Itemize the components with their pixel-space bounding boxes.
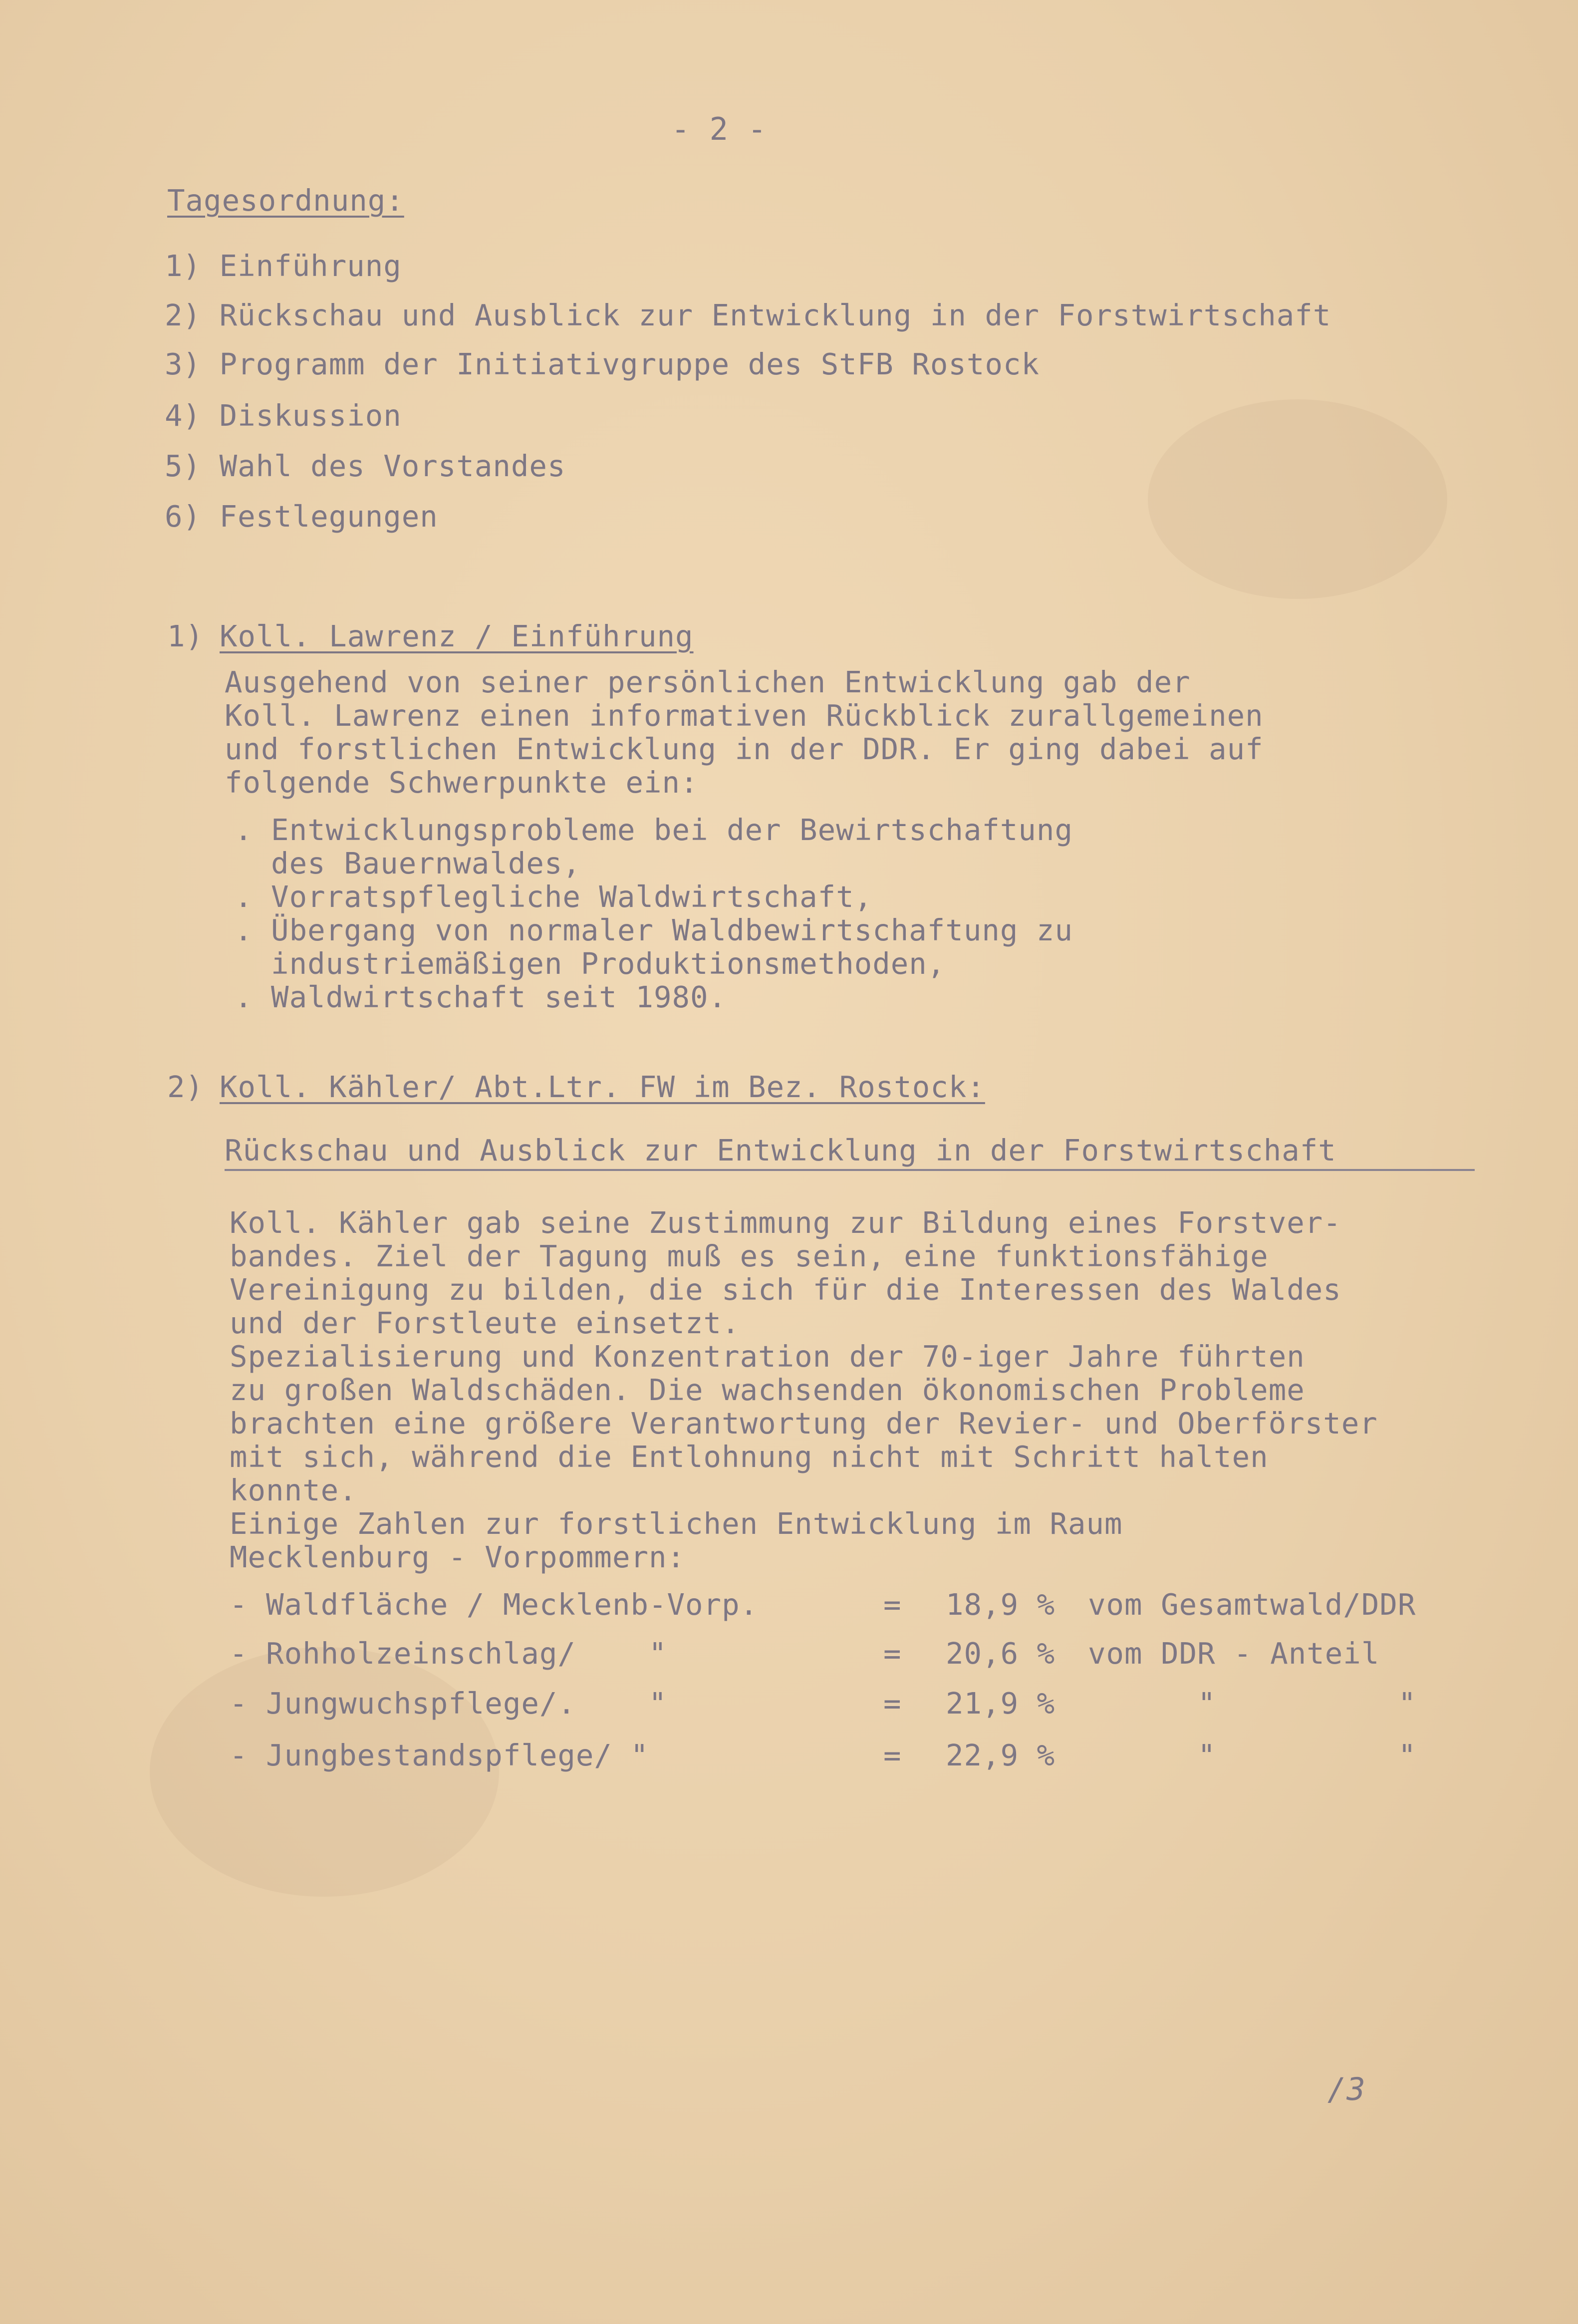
stats-ditto: " " [1198, 1738, 1417, 1772]
agenda-title: Tagesordnung: [167, 183, 404, 218]
stats-reference: vom DDR - Anteil [1088, 1636, 1380, 1671]
paragraph-line: Vereinigung zu bilden, die sich für die Interessen des Waldes [230, 1272, 1341, 1307]
paragraph-line: Ausgehend von seiner persönlichen Entwicklung gab der [225, 665, 1191, 699]
continuation-marker: /3 [1327, 2071, 1366, 2107]
bullet-line: industriemäßigen Produktionsmethoden, [235, 946, 946, 981]
section-heading: Koll. Kähler/ Abt.Ltr. FW im Bez. Rostock: [220, 1070, 985, 1104]
stats-label: - Jungwuchspflege/. " [230, 1686, 667, 1721]
stats-reference: vom Gesamtwald/DDR [1088, 1587, 1416, 1622]
paragraph-line: Mecklenburg - Vorpommern: [230, 1540, 686, 1574]
stats-value: 18,9 % [946, 1587, 1055, 1622]
section-subheading: Rückschau und Ausblick zur Entwicklung in der Forstwirtschaft [225, 1133, 1336, 1167]
bullet-line: . Entwicklungsprobleme bei der Bewirtschaftung [235, 813, 1073, 847]
agenda-item: 3) Programm der Initiativgruppe des StFB Rostock [165, 347, 1040, 381]
agenda-item: 1) Einführung [165, 249, 402, 283]
subheading-underline [225, 1169, 1475, 1171]
stats-equals: = [883, 1587, 902, 1622]
bullet-line: . Waldwirtschaft seit 1980. [235, 980, 727, 1014]
paragraph-line: Einige Zahlen zur forstlichen Entwicklung im Raum [230, 1506, 1123, 1541]
paragraph-line: zu großen Waldschäden. Die wachsenden ökonomischen Probleme [230, 1373, 1305, 1407]
paragraph-line: und forstlichen Entwicklung in der DDR. Er ging dabei auf [225, 732, 1264, 766]
stats-equals: = [883, 1636, 902, 1671]
paper-stain [1148, 399, 1447, 599]
agenda-item: 2) Rückschau und Ausblick zur Entwicklung in der Forstwirtschaft [165, 298, 1331, 332]
section-number: 2) [167, 1070, 204, 1104]
paragraph-line: Spezialisierung und Konzentration der 70-iger Jahre führten [230, 1339, 1305, 1374]
paragraph-line: mit sich, während die Entlohnung nicht mit Schritt halten [230, 1440, 1269, 1474]
paragraph-line: bandes. Ziel der Tagung muß es sein, eine funktionsfähige [230, 1239, 1269, 1273]
stats-equals: = [883, 1738, 902, 1772]
stats-value: 21,9 % [946, 1686, 1055, 1721]
paragraph-line: Koll. Kähler gab seine Zustimmung zur Bildung eines Forstver- [230, 1205, 1341, 1240]
stats-label: - Waldfläche / Mecklenb-Vorp. [230, 1587, 759, 1622]
stats-label: - Rohholzeinschlag/ " [230, 1636, 667, 1671]
stats-ditto: " " [1198, 1686, 1417, 1721]
section-heading: Koll. Lawrenz / Einführung [220, 619, 694, 653]
stats-value: 20,6 % [946, 1636, 1055, 1671]
bullet-line: des Bauernwaldes, [235, 846, 581, 880]
bullet-line: . Vorratspflegliche Waldwirtschaft, [235, 879, 873, 914]
page-number: - 2 - [671, 111, 767, 147]
paragraph-line: brachten eine größere Verantwortung der Revier- und Oberförster [230, 1406, 1378, 1441]
paragraph-line: Koll. Lawrenz einen informativen Rückblick zurallgemeinen [225, 698, 1264, 733]
section-number: 1) [167, 619, 204, 653]
agenda-item: 6) Festlegungen [165, 499, 438, 534]
stats-value: 22,9 % [946, 1738, 1055, 1772]
paragraph-line: und der Forstleute einsetzt. [230, 1306, 740, 1340]
paragraph-line: folgende Schwerpunkte ein: [225, 765, 699, 800]
stats-label: - Jungbestandspflege/ " [230, 1738, 649, 1772]
agenda-item: 4) Diskussion [165, 398, 402, 433]
paragraph-line: konnte. [230, 1473, 357, 1507]
bullet-line: . Übergang von normaler Waldbewirtschaftung zu [235, 913, 1073, 947]
stats-equals: = [883, 1686, 902, 1721]
agenda-item: 5) Wahl des Vorstandes [165, 449, 566, 483]
